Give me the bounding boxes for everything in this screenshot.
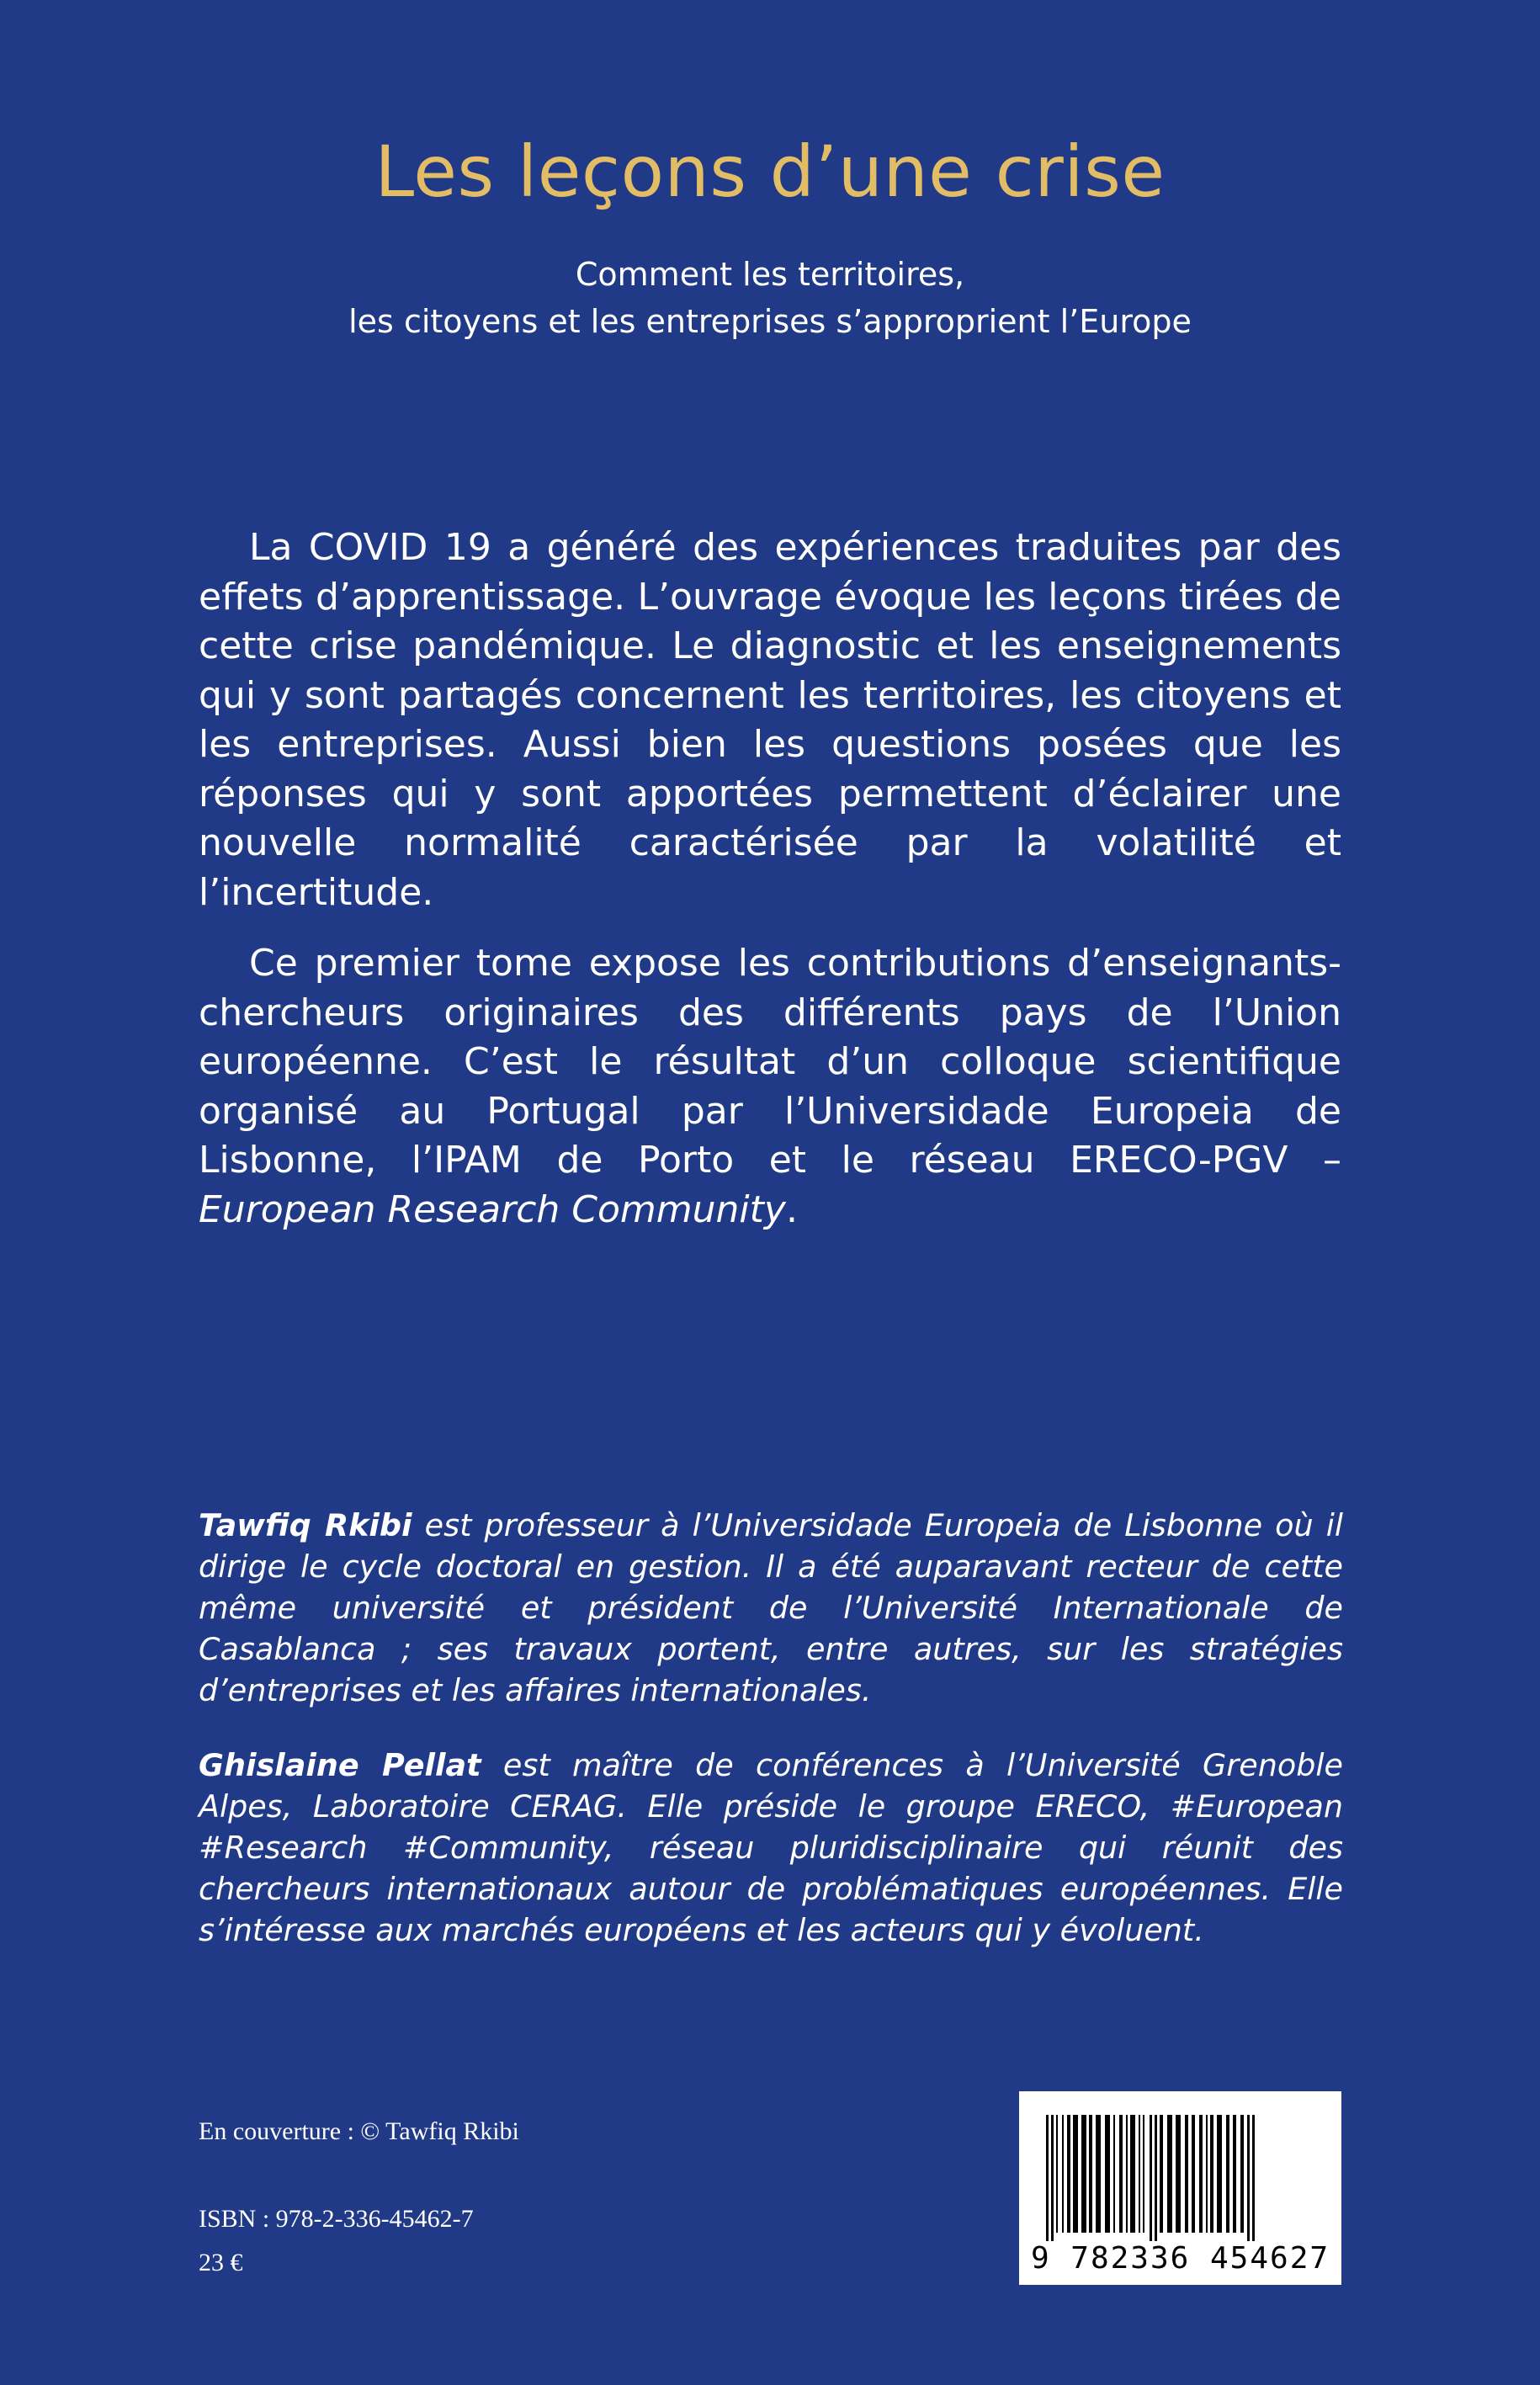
author-bio-2 xyxy=(199,1745,1343,1951)
barcode-bar xyxy=(1089,2115,1092,2233)
author-bio-1 xyxy=(199,1505,1343,1711)
author-2-text: est maître de conférences à l’Université Grenoble Alpes, Laboratoire CERAG. Elle préside le groupe ERECO, #European #Research #Community, réseau pluridisciplinaire qui réunit des chercheurs internationaux autour de problématiques européennes. Elle s’intéresse aux marchés européens et les acteurs qui y évoluent. xyxy=(199,1747,1343,1948)
barcode-bar xyxy=(1105,2115,1110,2233)
blurb-paragraph-1: La COVID 19 a généré des expériences traduites par des effets d’apprentissage. L’ouvrage évoque les leçons tirées de cette crise pandémique. Le diagnostic et les enseignements qui y sont partagés concernent les territoires, les citoyens et les entreprises. Aussi bien les questions posées que les réponses qui y sont apportées permettent d’éclairer une nouvelle normalité caractérisée par la volatilité et l’incertitude. xyxy=(199,526,1341,914)
barcode-bar xyxy=(1217,2115,1222,2233)
blurb-paragraph-2-italic: European Research Community xyxy=(199,1187,786,1231)
barcode xyxy=(1019,2091,1341,2285)
book-title: Les leçons d’une crise xyxy=(374,130,1166,213)
barcode-bar xyxy=(1167,2115,1172,2233)
barcode-bar xyxy=(1119,2115,1123,2233)
author-1-text: est professeur à l’Universidade Europeia de Lisbonne où il dirige le cycle doctoral en gestion. Il a été auparavant recteur de cette même université et président de l’Université Internationale de Casablanca ; ses travaux portent, entre autres, sur les stratégies d’entreprises et les affaires internationales. xyxy=(199,1507,1343,1708)
subtitle-line-1: Comment les territoires, xyxy=(575,256,965,293)
barcode-bar xyxy=(1062,2115,1064,2233)
barcode-bars-icon xyxy=(1043,2115,1318,2241)
barcode-bar xyxy=(1240,2115,1244,2233)
author-2-name: Ghislaine Pellat xyxy=(199,1747,481,1783)
barcode-bar xyxy=(1210,2115,1213,2233)
barcode-bar xyxy=(1113,2115,1115,2233)
barcode-bar xyxy=(1160,2115,1163,2233)
barcode-bar xyxy=(1130,2115,1135,2233)
barcode-bar xyxy=(1096,2115,1101,2233)
barcode-bar xyxy=(1233,2115,1236,2233)
barcode-bar xyxy=(1199,2115,1203,2233)
barcode-bar xyxy=(1056,2115,1058,2233)
blurb xyxy=(199,523,1341,1235)
book-subtitle xyxy=(0,251,1540,345)
barcode-bar xyxy=(1176,2115,1181,2233)
barcode-bar xyxy=(1051,2115,1054,2241)
barcode-bar xyxy=(1155,2115,1157,2241)
blurb-paragraph-2-text: Ce premier tome expose les contributions d’enseignants-chercheurs originaires des différents pays de l’Union européenne. C’est le résultat d’un colloque scientifique organisé au Portugal par l’Universidade Europeia de Lisbonne, l’IPAM de Porto et le réseau ERECO-PGV – xyxy=(199,942,1341,1182)
author-bios xyxy=(199,1505,1343,1951)
barcode-bar xyxy=(1046,2115,1049,2241)
barcode-bar xyxy=(1143,2115,1144,2233)
barcode-bar xyxy=(1226,2115,1229,2233)
barcode-bar xyxy=(1150,2115,1152,2241)
barcode-bar xyxy=(1139,2115,1140,2233)
barcode-bar xyxy=(1247,2115,1250,2241)
barcode-bar xyxy=(1126,2115,1128,2233)
blurb-paragraph-2 xyxy=(199,939,1341,1235)
barcode-digits: 9 782336 454627 xyxy=(1030,2241,1330,2276)
barcode-bar xyxy=(1252,2115,1255,2241)
barcode-bar xyxy=(1185,2115,1188,2233)
barcode-bar xyxy=(1067,2115,1070,2233)
blurb-paragraph-2-end: . xyxy=(785,1187,798,1231)
author-1-name: Tawfiq Rkibi xyxy=(199,1507,412,1543)
barcode-bar xyxy=(1192,2115,1195,2233)
barcode-bar xyxy=(1081,2115,1086,2233)
subtitle-line-2: les citoyens et les entreprises s’approprient l’Europe xyxy=(348,303,1192,340)
cover-credit: En couverture : © Tawfiq Rkibi xyxy=(199,2117,519,2145)
imprint xyxy=(199,2115,519,2276)
isbn: ISBN : 978-2-336-45462-7 xyxy=(199,2205,474,2233)
barcode-bar xyxy=(1206,2115,1208,2233)
price: 23 € xyxy=(199,2249,243,2276)
barcode-bar xyxy=(1073,2115,1078,2233)
